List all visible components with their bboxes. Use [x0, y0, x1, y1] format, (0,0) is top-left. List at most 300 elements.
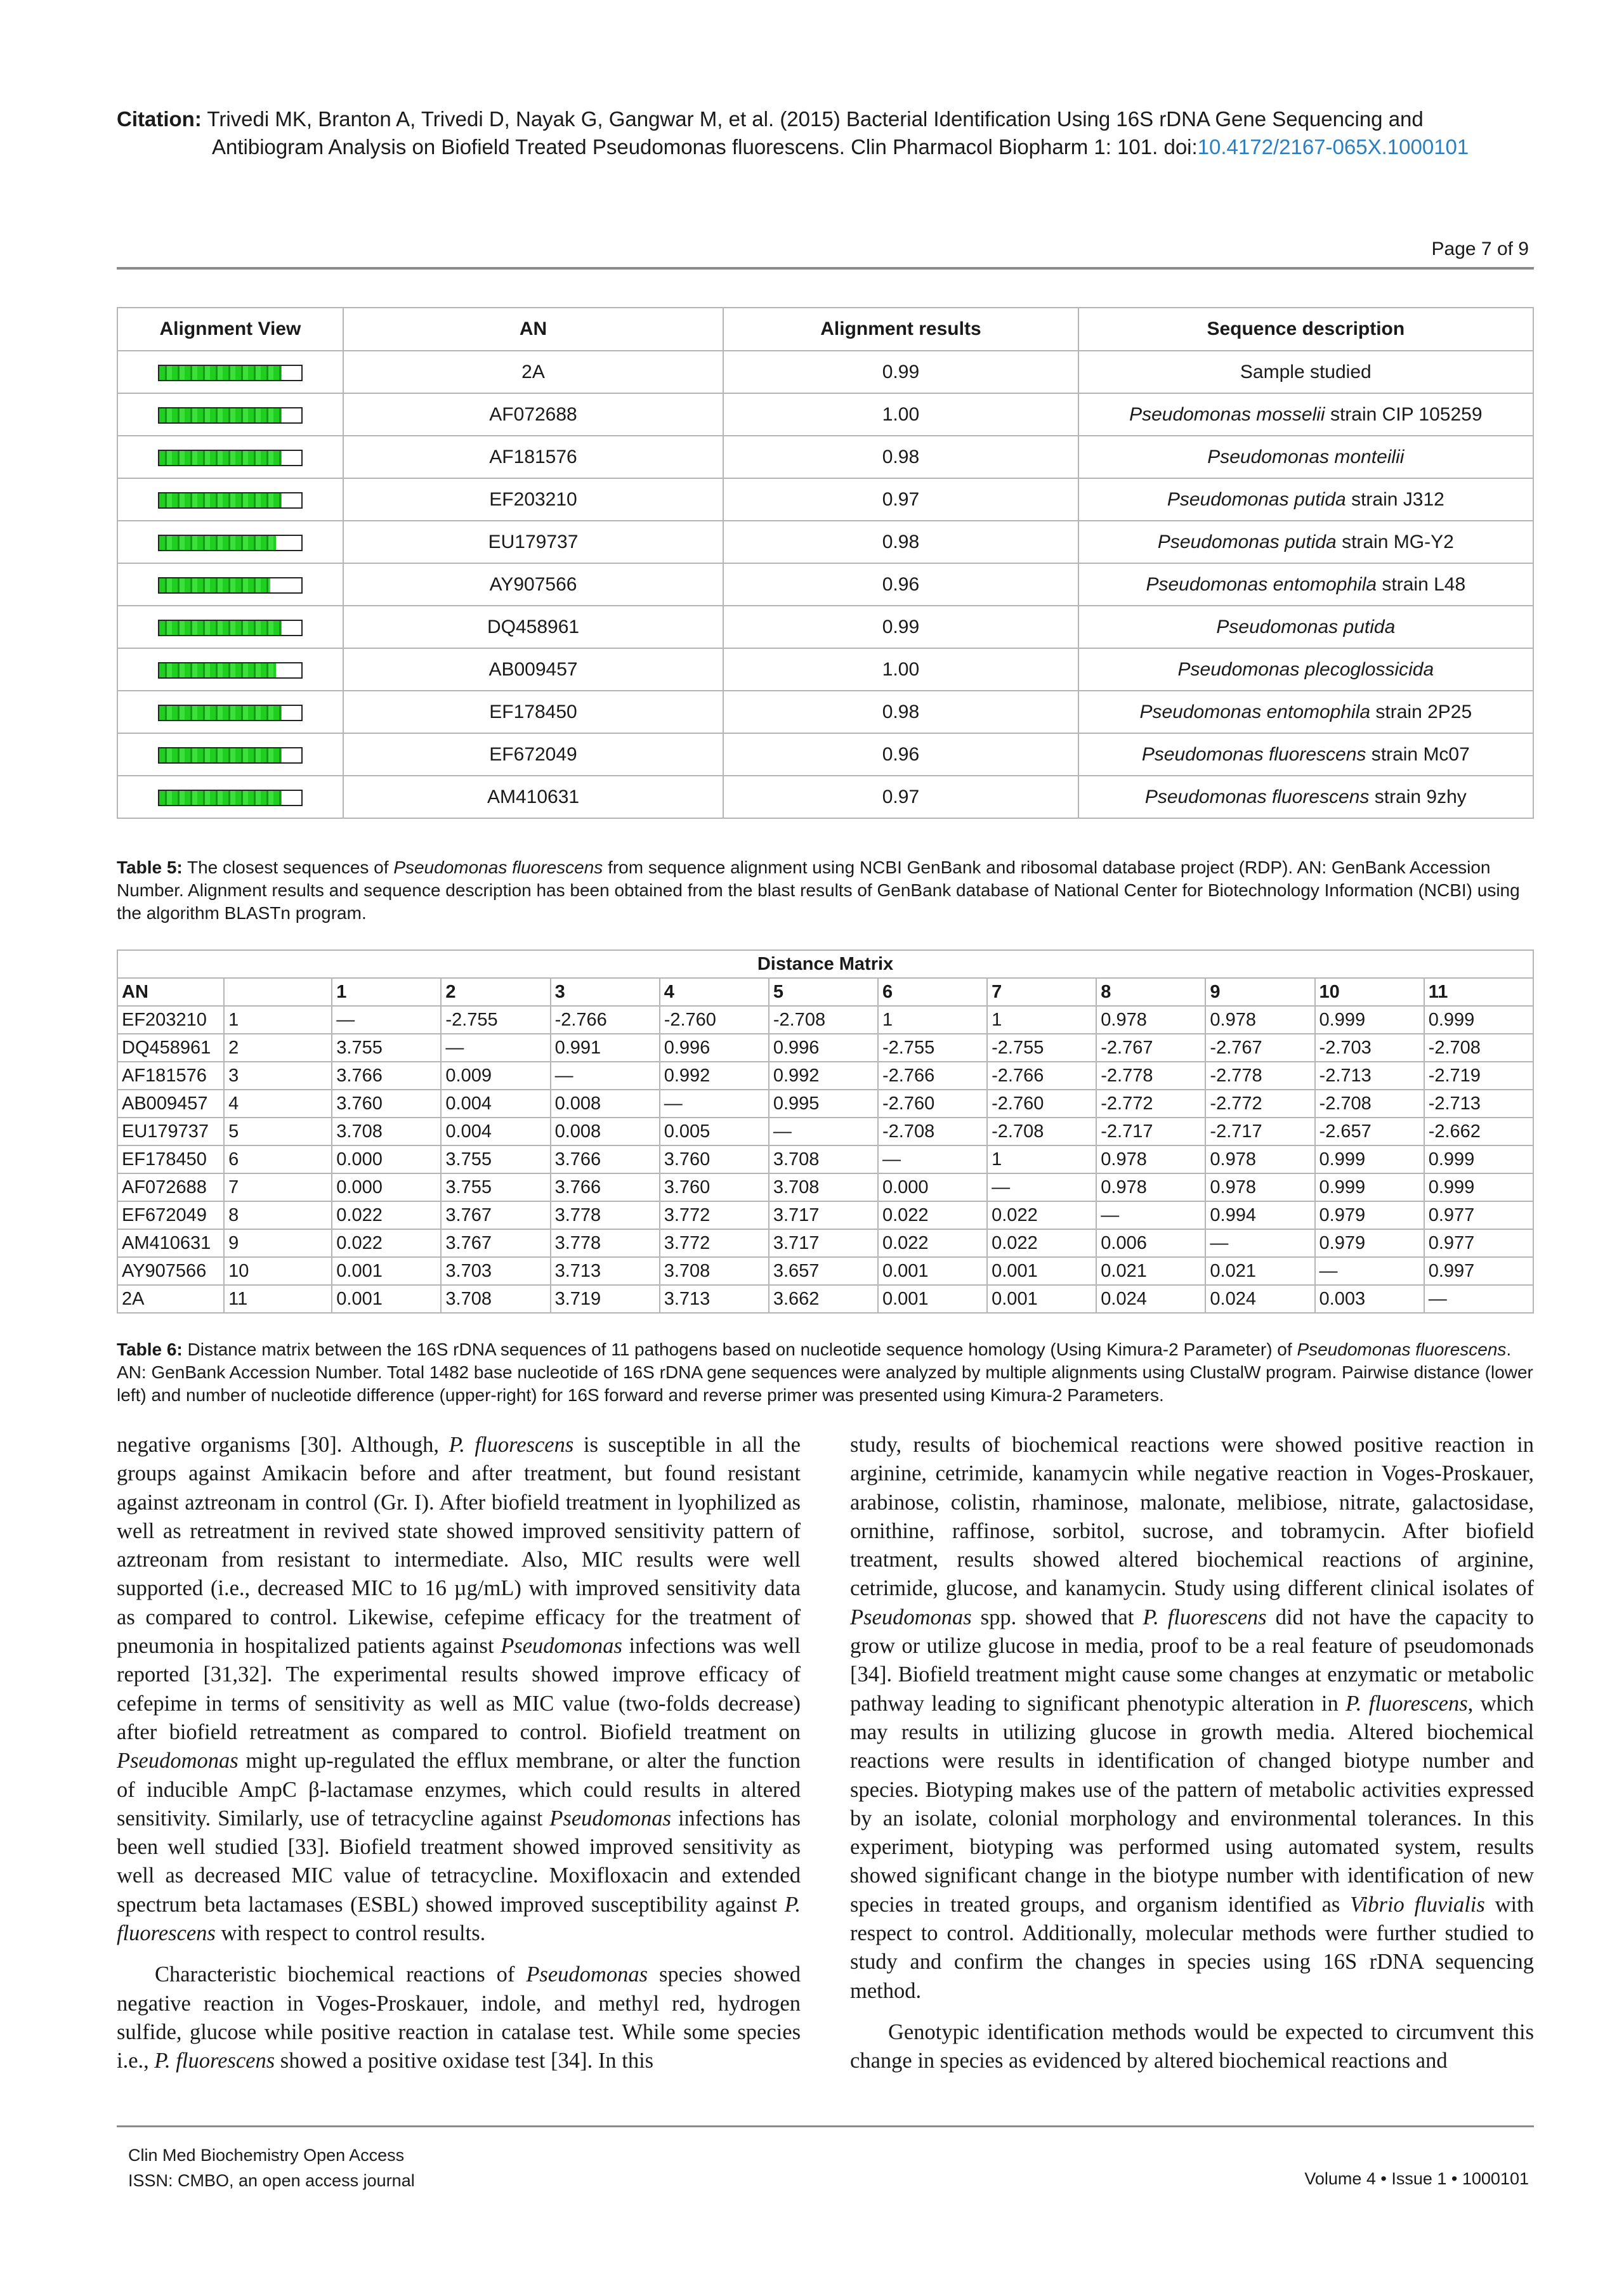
alignment-bar-fill [159, 748, 282, 762]
matrix-cell: — [1315, 1257, 1424, 1285]
footer-journal: Clin Med Biochemistry Open Access [128, 2146, 405, 2165]
matrix-cell: 0.977 [1424, 1229, 1533, 1257]
row-index: 5 [224, 1118, 332, 1145]
alignment-view-cell [117, 733, 343, 776]
matrix-cell: 0.021 [1096, 1257, 1205, 1285]
matrix-cell: 0.001 [332, 1257, 441, 1285]
matrix-cell: -2.708 [1315, 1090, 1424, 1118]
matrix-cell: -2.778 [1205, 1062, 1314, 1090]
text-run: infections has been well studied [33]. Biofield treatment showed improved sensitivity as well as decreased MIC value of tetracycline. Moxifloxacin and extended spectrum beta lactamases (ESBL) showed improved susceptibility against [117, 1806, 801, 1917]
matrix-cell: -2.767 [1205, 1034, 1314, 1062]
matrix-cell: 1 [987, 1006, 1096, 1034]
table-row [117, 478, 1533, 521]
sequence-description [1078, 733, 1533, 776]
matrix-cell: 3.772 [660, 1229, 769, 1257]
table-6-header-row [117, 978, 1533, 1006]
table-row [117, 691, 1533, 733]
row-index: 6 [224, 1145, 332, 1173]
text-run: spp. showed that [971, 1605, 1143, 1629]
caption-text: Distance matrix between the 16S rDNA sequences of 11 pathogens based on nucleotide sequence homology (Using Kimura-2 Parameter) of [182, 1340, 1297, 1359]
text-run: species showed negative reaction in Voges-Proskauer, indole, and methyl red, hydrogen sulfide, glucose while positive reaction in catalase test. While some species i.e., [117, 1962, 801, 2073]
alignment-bar-fill [159, 408, 282, 422]
matrix-cell: -2.755 [987, 1034, 1096, 1062]
row-accession: EU179737 [117, 1118, 224, 1145]
text-run: with respect to control. Additionally, molecular methods were further studied to study and confirm the changes in species using 16S rDNA sequencing method. [850, 1892, 1534, 2003]
paragraph [850, 1431, 1534, 2006]
species-name [1139, 701, 1370, 722]
table-5-header-row [117, 308, 1533, 351]
matrix-cell: 3.755 [441, 1145, 550, 1173]
footer-journal-info [128, 2143, 415, 2193]
matrix-cell: -2.778 [1096, 1062, 1205, 1090]
row-index: 8 [224, 1201, 332, 1229]
italic-term: Pseudomonas [526, 1962, 648, 1987]
matrix-cell: — [987, 1173, 1096, 1201]
genus: Pseudomonas [1207, 446, 1330, 467]
species-name [1142, 744, 1366, 765]
matrix-cell: 3.657 [769, 1257, 878, 1285]
matrix-cell: — [441, 1034, 550, 1062]
footer-divider [117, 2125, 1534, 2127]
alignment-result: 1.00 [723, 648, 1078, 691]
alignment-bar-fill [159, 451, 282, 465]
column-header: 5 [769, 978, 878, 1006]
genus: Pseudomonas [1146, 573, 1268, 595]
matrix-cell: 0.999 [1424, 1173, 1533, 1201]
alignment-bar [158, 365, 303, 381]
table-6-caption-label: Table 6: [117, 1340, 183, 1359]
matrix-cell: 3.662 [769, 1285, 878, 1313]
accession-number: DQ458961 [343, 606, 723, 648]
sequence-description [1078, 563, 1533, 606]
table-row [117, 1034, 1533, 1062]
caption-text: The closest sequences of [182, 858, 394, 877]
table-row [117, 1173, 1533, 1201]
species: monteilii [1334, 446, 1405, 467]
table-5-body [117, 351, 1533, 818]
column-header: 6 [878, 978, 987, 1006]
alignment-bar-fill [159, 536, 276, 550]
row-accession: 2A [117, 1285, 224, 1313]
matrix-cell: 0.000 [878, 1173, 987, 1201]
caption-italic: Pseudomonas fluorescens [1297, 1340, 1507, 1359]
matrix-cell: 0.978 [1205, 1006, 1314, 1034]
text-run: with respect to control results. [215, 1921, 486, 1946]
matrix-cell: 3.717 [769, 1201, 878, 1229]
matrix-cell: 0.991 [551, 1034, 660, 1062]
matrix-cell: 3.760 [660, 1145, 769, 1173]
matrix-cell: 3.719 [551, 1285, 660, 1313]
caption-text: . AN: GenBank Accession Number. Total 1482 base nucleotide of 16S rDNA gene sequences were analyzed by multiple alignments using ClustalW program. Pairwise distance (lower left) and number of nucleotide difference (upper-right) for 16S forward and reverse primer was presented using Kimura-2 Parameters. [117, 1340, 1533, 1405]
accession-number: AY907566 [343, 563, 723, 606]
species-name [1129, 404, 1325, 425]
matrix-cell: 3.760 [332, 1090, 441, 1118]
matrix-cell: 0.022 [332, 1201, 441, 1229]
matrix-cell: -2.760 [987, 1090, 1096, 1118]
text-run: showed a positive oxidase test [34]. In this [275, 2049, 654, 2073]
matrix-cell: -2.713 [1424, 1090, 1533, 1118]
row-accession: AB009457 [117, 1090, 224, 1118]
matrix-cell: 0.009 [441, 1062, 550, 1090]
alignment-bar [158, 407, 303, 424]
genus: Pseudomonas [1167, 488, 1289, 510]
sequence-description [1078, 351, 1533, 393]
citation-text-1: Trivedi MK, Branton A, Trivedi D, Nayak G, Gangwar M, et al. (2015) Bacterial Identification Using 16S rDNA Gene Sequencing and [207, 107, 1424, 131]
alignment-view-cell [117, 478, 343, 521]
matrix-cell: 0.979 [1315, 1201, 1424, 1229]
matrix-cell: 3.755 [441, 1173, 550, 1201]
alignment-result: 1.00 [723, 393, 1078, 436]
matrix-cell: -2.717 [1096, 1118, 1205, 1145]
matrix-cell: 3.760 [660, 1173, 769, 1201]
alignment-view-cell [117, 776, 343, 818]
matrix-cell: -2.760 [660, 1006, 769, 1034]
row-index: 11 [224, 1285, 332, 1313]
species: fluorescens [1271, 786, 1370, 807]
table-row [117, 648, 1533, 691]
alignment-result: 0.97 [723, 776, 1078, 818]
text-run: is susceptible in all the groups against Amikacin before and after treatment, but found resistant against aztreonam in control (Gr. I). After biofield treatment in lyophilized as well as retreatment in revived state showed improved sensitivity pattern of aztreonam from resistant to intermediate. Also, MIC results were well supported (i.e., decreased MIC to 16 µg/mL) with improved sensitivity data as compared to control. Likewise, cefepime efficacy for the treatment of pneumonia in hospitalized patients against [117, 1433, 801, 1659]
species: putida [1293, 488, 1346, 510]
row-index: 4 [224, 1090, 332, 1118]
italic-term: P. fluorescens [449, 1433, 574, 1457]
italic-term: Vibrio fluvialis [1350, 1892, 1485, 1917]
row-accession: EF672049 [117, 1201, 224, 1229]
column-header: 9 [1205, 978, 1314, 1006]
matrix-cell: 0.979 [1315, 1229, 1424, 1257]
matrix-cell: 0.024 [1205, 1285, 1314, 1313]
column-header: 4 [660, 978, 769, 1006]
accession-number: AF181576 [343, 436, 723, 478]
sequence-description [1078, 478, 1533, 521]
sequence-description [1078, 648, 1533, 691]
alignment-view-cell [117, 691, 343, 733]
table-row [117, 1285, 1533, 1313]
italic-term: Pseudomonas [850, 1605, 972, 1629]
matrix-cell: — [1424, 1285, 1533, 1313]
matrix-cell: 0.000 [332, 1173, 441, 1201]
col-header-an: AN [343, 308, 723, 351]
matrix-cell: 3.708 [332, 1118, 441, 1145]
caption-text: from sequence alignment using NCBI GenBank and ribosomal database project (RDP). AN: GenBank Accession Number. Alignment results and sequence description has been obtained from the blast results of GenBank database of National Center for Biotechnology Information (NCBI) using the algorithm BLASTn program. [117, 858, 1520, 923]
matrix-cell: 0.022 [987, 1201, 1096, 1229]
genus: Pseudomonas [1144, 786, 1267, 807]
row-index: 3 [224, 1062, 332, 1090]
matrix-cell: 0.999 [1424, 1006, 1533, 1034]
matrix-cell: -2.767 [1096, 1034, 1205, 1062]
matrix-cell: -2.766 [987, 1062, 1096, 1090]
row-index: 9 [224, 1229, 332, 1257]
matrix-cell: 0.999 [1424, 1145, 1533, 1173]
table-row [117, 1201, 1533, 1229]
alignment-bar [158, 535, 303, 551]
strain: strain L48 [1382, 573, 1466, 595]
table-row [117, 1229, 1533, 1257]
strain: strain Mc07 [1371, 743, 1470, 765]
matrix-cell: 0.992 [769, 1062, 878, 1090]
matrix-cell: 0.003 [1315, 1285, 1424, 1313]
table-row [117, 1062, 1533, 1090]
genus: Pseudomonas [1141, 743, 1264, 765]
alignment-bar-fill [159, 578, 270, 592]
species-name [1216, 616, 1395, 637]
alignment-view-cell [117, 351, 343, 393]
table-row [117, 436, 1533, 478]
sequence-description [1078, 691, 1533, 733]
matrix-cell: 3.708 [441, 1285, 550, 1313]
accession-number: EF672049 [343, 733, 723, 776]
row-index: 7 [224, 1173, 332, 1201]
matrix-cell: 0.006 [1096, 1229, 1205, 1257]
matrix-cell: 3.767 [441, 1229, 550, 1257]
table-row [117, 606, 1533, 648]
matrix-cell: 0.978 [1096, 1173, 1205, 1201]
matrix-cell: 0.008 [551, 1090, 660, 1118]
alignment-bar-fill [159, 791, 282, 805]
matrix-cell: -2.755 [441, 1006, 550, 1034]
column-header: 8 [1096, 978, 1205, 1006]
alignment-bar-fill [159, 366, 282, 380]
species: mosselii [1256, 403, 1325, 425]
matrix-cell: 0.024 [1096, 1285, 1205, 1313]
col-header-sequence-description: Sequence description [1078, 308, 1533, 351]
matrix-cell: -2.662 [1424, 1118, 1533, 1145]
table-5 [117, 307, 1534, 819]
matrix-cell: 0.004 [441, 1118, 550, 1145]
matrix-cell: 3.778 [551, 1201, 660, 1229]
table-6-body [117, 950, 1533, 1313]
row-accession: EF178450 [117, 1145, 224, 1173]
matrix-cell: — [1096, 1201, 1205, 1229]
matrix-cell: 0.022 [878, 1201, 987, 1229]
table-6-caption [117, 1338, 1538, 1407]
paragraph [850, 2018, 1534, 2076]
row-index: 2 [224, 1034, 332, 1062]
matrix-cell: 0.022 [987, 1229, 1096, 1257]
alignment-bar-fill [159, 621, 282, 635]
matrix-cell: 0.022 [332, 1229, 441, 1257]
row-index: 10 [224, 1257, 332, 1285]
matrix-cell: 0.999 [1315, 1173, 1424, 1201]
matrix-cell: 0.978 [1096, 1145, 1205, 1173]
accession-number: AM410631 [343, 776, 723, 818]
matrix-cell: 3.708 [660, 1257, 769, 1285]
strain: strain 9zhy [1374, 786, 1467, 807]
row-accession: DQ458961 [117, 1034, 224, 1062]
column-header: AN [117, 978, 224, 1006]
alignment-result: 0.98 [723, 521, 1078, 563]
citation-line-1 [117, 105, 1538, 133]
matrix-cell: — [878, 1145, 987, 1173]
matrix-cell: -2.708 [769, 1006, 878, 1034]
italic-term: Pseudomonas [501, 1634, 622, 1659]
matrix-cell: — [769, 1118, 878, 1145]
column-header: 1 [332, 978, 441, 1006]
text-run: Characteristic biochemical reactions of [155, 1962, 527, 1987]
row-index: 1 [224, 1006, 332, 1034]
matrix-cell: -2.713 [1315, 1062, 1424, 1090]
table-row [117, 351, 1533, 393]
matrix-cell: 3.766 [551, 1173, 660, 1201]
matrix-cell: 0.001 [878, 1285, 987, 1313]
matrix-cell: 1 [987, 1145, 1096, 1173]
footer-volume: Volume 4 • Issue 1 • 1000101 [1304, 2169, 1529, 2188]
table-row [117, 1257, 1533, 1285]
alignment-view-cell [117, 436, 343, 478]
matrix-cell: -2.657 [1315, 1118, 1424, 1145]
matrix-cell: 3.717 [769, 1229, 878, 1257]
alignment-view-cell [117, 648, 343, 691]
matrix-cell: 0.999 [1315, 1006, 1424, 1034]
table-5-caption [117, 856, 1538, 925]
alignment-bar [158, 450, 303, 466]
text-run: did not have the capacity to grow or utilize glucose in media, proof to be a real feature of pseudomonads [34]. Biofield treatment might cause some changes at enzymatic or metabolic pathway leading to significant phenotypic alteration in [850, 1605, 1534, 1716]
alignment-view-cell [117, 393, 343, 436]
matrix-cell: -2.708 [878, 1118, 987, 1145]
col-header-alignment-view: Alignment View [117, 308, 343, 351]
alignment-bar-fill [159, 663, 276, 677]
matrix-cell: -2.755 [878, 1034, 987, 1062]
citation-text-2: Antibiogram Analysis on Biofield Treated Pseudomonas fluorescens. Clin Pharmacol Biopharm 1: 101. doi: [212, 135, 1198, 159]
alignment-bar [158, 705, 303, 721]
matrix-cell: 0.996 [769, 1034, 878, 1062]
column-header: 7 [987, 978, 1096, 1006]
matrix-cell: 0.000 [332, 1145, 441, 1173]
table-6-distance-matrix [117, 949, 1534, 1314]
species: plecoglossicida [1304, 658, 1434, 680]
row-accession: AF181576 [117, 1062, 224, 1090]
species-name [1158, 532, 1337, 552]
italic-term: P. fluorescens [1143, 1605, 1267, 1629]
header-divider [117, 267, 1534, 270]
matrix-cell: 3.772 [660, 1201, 769, 1229]
accession-number: EU179737 [343, 521, 723, 563]
matrix-cell: 3.703 [441, 1257, 550, 1285]
matrix-cell: -2.708 [987, 1118, 1096, 1145]
text-run: infections was well reported [31,32]. The experimental results showed improve efficacy of cefepime in terms of sensitivity as well as MIC value (two-folds decrease) after biofield retreatment as compared to control. Biofield treatment on [117, 1634, 801, 1744]
column-header [224, 978, 332, 1006]
matrix-cell: 0.978 [1096, 1006, 1205, 1034]
sequence-description [1078, 606, 1533, 648]
italic-term: P. fluorescens [154, 2049, 275, 2073]
row-accession: AY907566 [117, 1257, 224, 1285]
matrix-cell: 0.004 [441, 1090, 550, 1118]
species: putida [1284, 531, 1337, 552]
table-row [117, 563, 1533, 606]
matrix-cell: — [660, 1090, 769, 1118]
matrix-cell: 1 [878, 1006, 987, 1034]
sequence-description [1078, 776, 1533, 818]
table-5-caption-label: Table 5: [117, 858, 183, 877]
alignment-bar [158, 747, 303, 764]
matrix-cell: -2.717 [1205, 1118, 1314, 1145]
matrix-cell: 0.997 [1424, 1257, 1533, 1285]
matrix-cell: 0.994 [1205, 1201, 1314, 1229]
paragraph [117, 1960, 801, 2075]
matrix-cell: 0.992 [660, 1062, 769, 1090]
table-row [117, 1006, 1533, 1034]
strain: strain MG-Y2 [1342, 531, 1454, 552]
alignment-result: 0.96 [723, 733, 1078, 776]
species: entomophila [1273, 573, 1377, 595]
text-run: Genotypic identification methods would be expected to circumvent this change in species as evidenced by altered biochemical reactions and [850, 2019, 1534, 2073]
matrix-cell: 0.001 [332, 1285, 441, 1313]
matrix-cell: 0.001 [878, 1257, 987, 1285]
matrix-cell: 3.766 [332, 1062, 441, 1090]
genus: Pseudomonas [1129, 403, 1251, 425]
alignment-bar [158, 662, 303, 679]
accession-number: 2A [343, 351, 723, 393]
alignment-bar [158, 492, 303, 509]
matrix-cell: -2.766 [878, 1062, 987, 1090]
matrix-cell: 0.978 [1205, 1173, 1314, 1201]
matrix-cell: 0.977 [1424, 1201, 1533, 1229]
column-header: 3 [551, 978, 660, 1006]
genus: Pseudomonas [1139, 701, 1262, 722]
matrix-cell: 3.713 [660, 1285, 769, 1313]
species: Sample studied [1240, 361, 1372, 382]
table-row [117, 1090, 1533, 1118]
species-name [1207, 447, 1404, 467]
species: fluorescens [1268, 743, 1366, 765]
table-row [117, 521, 1533, 563]
sequence-description [1078, 521, 1533, 563]
accession-number: EF178450 [343, 691, 723, 733]
species: putida [1343, 616, 1396, 637]
accession-number: AF072688 [343, 393, 723, 436]
matrix-cell: 0.996 [660, 1034, 769, 1062]
italic-term: P. fluorescens [117, 1892, 801, 1946]
table-6-title-row [117, 950, 1533, 978]
species-name [1178, 659, 1434, 680]
italic-term: P. fluorescens [1346, 1691, 1468, 1716]
italic-term: Pseudomonas [549, 1806, 671, 1830]
matrix-cell: -2.766 [551, 1006, 660, 1034]
italic-term: Pseudomonas [117, 1749, 239, 1773]
alignment-result: 0.99 [723, 351, 1078, 393]
alignment-result: 0.98 [723, 436, 1078, 478]
strain: strain CIP 105259 [1330, 403, 1483, 425]
matrix-cell: 0.001 [987, 1285, 1096, 1313]
table-row [117, 1118, 1533, 1145]
matrix-cell: 3.713 [551, 1257, 660, 1285]
column-header: 2 [441, 978, 550, 1006]
matrix-cell: — [551, 1062, 660, 1090]
citation-header [117, 105, 1538, 161]
matrix-cell: 3.755 [332, 1034, 441, 1062]
page-number: Page 7 of 9 [1431, 238, 1529, 259]
matrix-cell: 3.767 [441, 1201, 550, 1229]
genus: Pseudomonas [1157, 531, 1280, 552]
matrix-cell: 3.766 [551, 1145, 660, 1173]
strain: strain 2P25 [1375, 701, 1472, 722]
matrix-cell: 0.995 [769, 1090, 878, 1118]
alignment-result: 0.99 [723, 606, 1078, 648]
text-run: negative organisms [30]. Although, [117, 1433, 449, 1457]
sequence-description [1078, 436, 1533, 478]
matrix-cell: — [1205, 1229, 1314, 1257]
alignment-bar [158, 790, 303, 806]
alignment-bar-fill [159, 493, 282, 507]
citation-label: Citation: [117, 107, 202, 131]
alignment-result: 0.97 [723, 478, 1078, 521]
doi-link[interactable]: 10.4172/2167-065X.1000101 [1197, 135, 1469, 159]
accession-number: AB009457 [343, 648, 723, 691]
text-run: , which may results in utilizing glucose in growth media. Altered biochemical reactions were results in identification of changed biotype number and species. Biotyping makes use of the pattern of metabolic activities expressed by an isolate, colonial morphology and environmental tolerances. In this experiment, biotyping was performed using automated system, results showed significant change in the biotype number with identification of new species in treated groups, and organism identified as [850, 1691, 1534, 1917]
matrix-cell: 0.022 [878, 1229, 987, 1257]
matrix-cell: 0.999 [1315, 1145, 1424, 1173]
paragraph [117, 1431, 801, 1948]
